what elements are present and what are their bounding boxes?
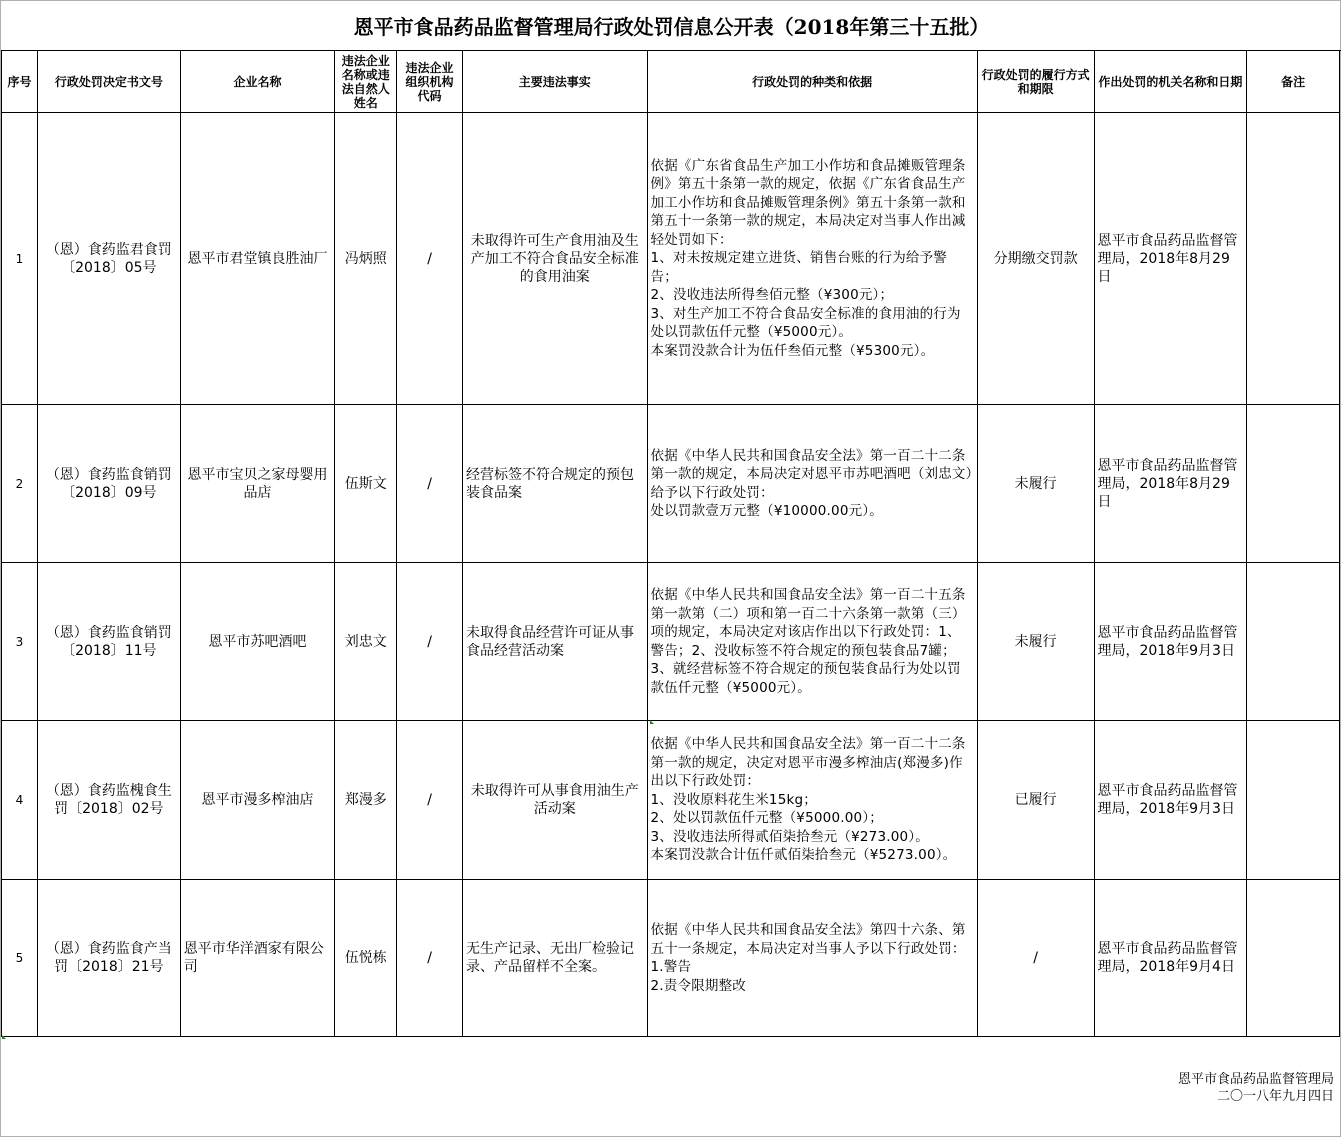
cell-doc-no: （恩）食药监槐食生罚〔2018〕02号	[37, 721, 180, 880]
cell-company: 恩平市宝贝之家母婴用品店	[180, 405, 335, 563]
header-company: 企业名称	[180, 51, 335, 113]
cell-facts: 未取得许可生产食用油及生产加工不符合食品安全标准的食用油案	[462, 113, 647, 405]
comment-marker-icon	[2, 1035, 6, 1039]
cell-remark	[1247, 563, 1340, 721]
cell-seq: 2	[2, 405, 38, 563]
cell-person: 伍悦栋	[335, 880, 397, 1037]
header-row	[2, 51, 1340, 113]
cell-remark	[1247, 405, 1340, 563]
cell-person: 冯炳照	[335, 113, 397, 405]
cell-doc-no: （恩）食药监食销罚〔2018〕11号	[37, 563, 180, 721]
cell-doc-no: （恩）食药监食产当罚〔2018〕21号	[37, 880, 180, 1037]
cell-facts: 经营标签不符合规定的预包装食品案	[462, 405, 647, 563]
cell-basis: 依据《中华人民共和国食品安全法》第一百二十五条第一款第（二）项和第一百二十六条第一款第（三）项的规定，本局决定对该店作出以下行政处罚：1、警告；2、没收标签不符合规定的预包装食品7罐；3、就经营标签不符合规定的预包装食品行为处以罚款伍仟元整（¥5000元）。	[647, 563, 977, 721]
header-method: 行政处罚的履行方式和期限	[977, 51, 1094, 113]
cell-method: 未履行	[977, 405, 1094, 563]
cell-facts: 无生产记录、无出厂检验记录、产品留样不全案。	[462, 880, 647, 1037]
cell-basis: 依据《中华人民共和国食品安全法》第一百二十二条第一款的规定，决定对恩平市漫多榨油店(郑漫多)作出以下行政处罚： 1、没收原料花生米15kg； 2、处以罚款伍仟元整（¥5000.00）； 3、没收违法所得贰佰柒拾叁元（¥273.00）。 本案罚没款合计伍仟贰佰柒拾叁元（¥5273.00）。	[647, 721, 977, 880]
cell-company: 恩平市苏吧酒吧	[180, 563, 335, 721]
table-row	[2, 721, 1340, 880]
cell-remark	[1247, 113, 1340, 405]
header-doc-no: 行政处罚决定书文号	[37, 51, 180, 113]
cell-person: 伍斯文	[335, 405, 397, 563]
cell-remark	[1247, 880, 1340, 1037]
cell-authority: 恩平市食品药品监督管理局，2018年8月29日	[1094, 113, 1247, 405]
header-org-code: 违法企业组织机构代码	[397, 51, 463, 113]
cell-seq: 4	[2, 721, 38, 880]
cell-method: 已履行	[977, 721, 1094, 880]
cell-basis: 依据《广东省食品生产加工小作坊和食品摊贩管理条例》第五十条第一款的规定，依据《广东省食品生产加工小作坊和食品摊贩管理条例》第五十条第一款和第五十一条第一款的规定，本局决定对当事人作出减轻处罚如下： 1、对未按规定建立进货、销售台账的行为给予警告； 2、没收违法所得叁佰元整（¥300元）； 3、对生产加工不符合食品安全标准的食用油的行为处以罚款伍仟元整（¥5000元）。 本案罚没款合计为伍仟叁佰元整（¥5300元）。	[647, 113, 977, 405]
cell-org-code: /	[397, 563, 463, 721]
header-authority: 作出处罚的机关名称和日期	[1094, 51, 1247, 113]
cell-company: 恩平市君堂镇良胜油厂	[180, 113, 335, 405]
cell-person: 郑漫多	[335, 721, 397, 880]
cell-authority: 恩平市食品药品监督管理局，2018年9月3日	[1094, 721, 1247, 880]
cell-method: /	[977, 880, 1094, 1037]
table-row	[2, 113, 1340, 405]
header-facts: 主要违法事实	[462, 51, 647, 113]
cell-basis: 依据《中华人民共和国食品安全法》第四十六条、第五十一条规定，本局决定对当事人予以下行政处罚： 1.警告 2.责令限期整改	[647, 880, 977, 1037]
cell-company: 恩平市漫多榨油店	[180, 721, 335, 880]
header-person: 违法企业名称或违法自然人姓名	[335, 51, 397, 113]
cell-company: 恩平市华洋酒家有限公司	[180, 880, 335, 1037]
table-row	[2, 880, 1340, 1037]
cell-org-code: /	[397, 721, 463, 880]
cell-doc-no: （恩）食药监食销罚〔2018〕09号	[37, 405, 180, 563]
footer	[1178, 1071, 1334, 1105]
footer-issuer: 恩平市食品药品监督管理局	[1177, 1072, 1334, 1087]
cell-org-code: /	[397, 113, 463, 405]
comment-marker-icon	[650, 720, 654, 724]
cell-seq: 3	[2, 563, 38, 721]
footer-date: 二〇一八年九月四日	[1216, 1089, 1334, 1104]
table-row	[2, 405, 1340, 563]
cell-authority: 恩平市食品药品监督管理局，2018年8月29日	[1094, 405, 1247, 563]
cell-facts: 未取得许可从事食用油生产活动案	[462, 721, 647, 880]
table-row	[2, 563, 1340, 721]
cell-seq: 5	[2, 880, 38, 1037]
cell-authority: 恩平市食品药品监督管理局，2018年9月4日	[1094, 880, 1247, 1037]
header-seq: 序号	[2, 51, 38, 113]
cell-method: 分期缴交罚款	[977, 113, 1094, 405]
penalty-table	[1, 50, 1340, 1037]
cell-org-code: /	[397, 880, 463, 1037]
cell-org-code: /	[397, 405, 463, 563]
cell-facts: 未取得食品经营许可证从事食品经营活动案	[462, 563, 647, 721]
cell-method: 未履行	[977, 563, 1094, 721]
header-basis: 行政处罚的种类和依据	[647, 51, 977, 113]
cell-remark	[1247, 721, 1340, 880]
cell-doc-no: （恩）食药监君食罚〔2018〕05号	[37, 113, 180, 405]
cell-seq: 1	[2, 113, 38, 405]
page-title: 恩平市食品药品监督管理局行政处罚信息公开表（2018年第三十五批）	[1, 1, 1341, 51]
cell-basis: 依据《中华人民共和国食品安全法》第一百二十二条第一款的规定，本局决定对恩平市苏吧酒吧（刘忠文）给予以下行政处罚： 处以罚款壹万元整（¥10000.00元）。	[647, 405, 977, 563]
cell-person: 刘忠文	[335, 563, 397, 721]
header-remark: 备注	[1247, 51, 1340, 113]
cell-authority: 恩平市食品药品监督管理局，2018年9月3日	[1094, 563, 1247, 721]
